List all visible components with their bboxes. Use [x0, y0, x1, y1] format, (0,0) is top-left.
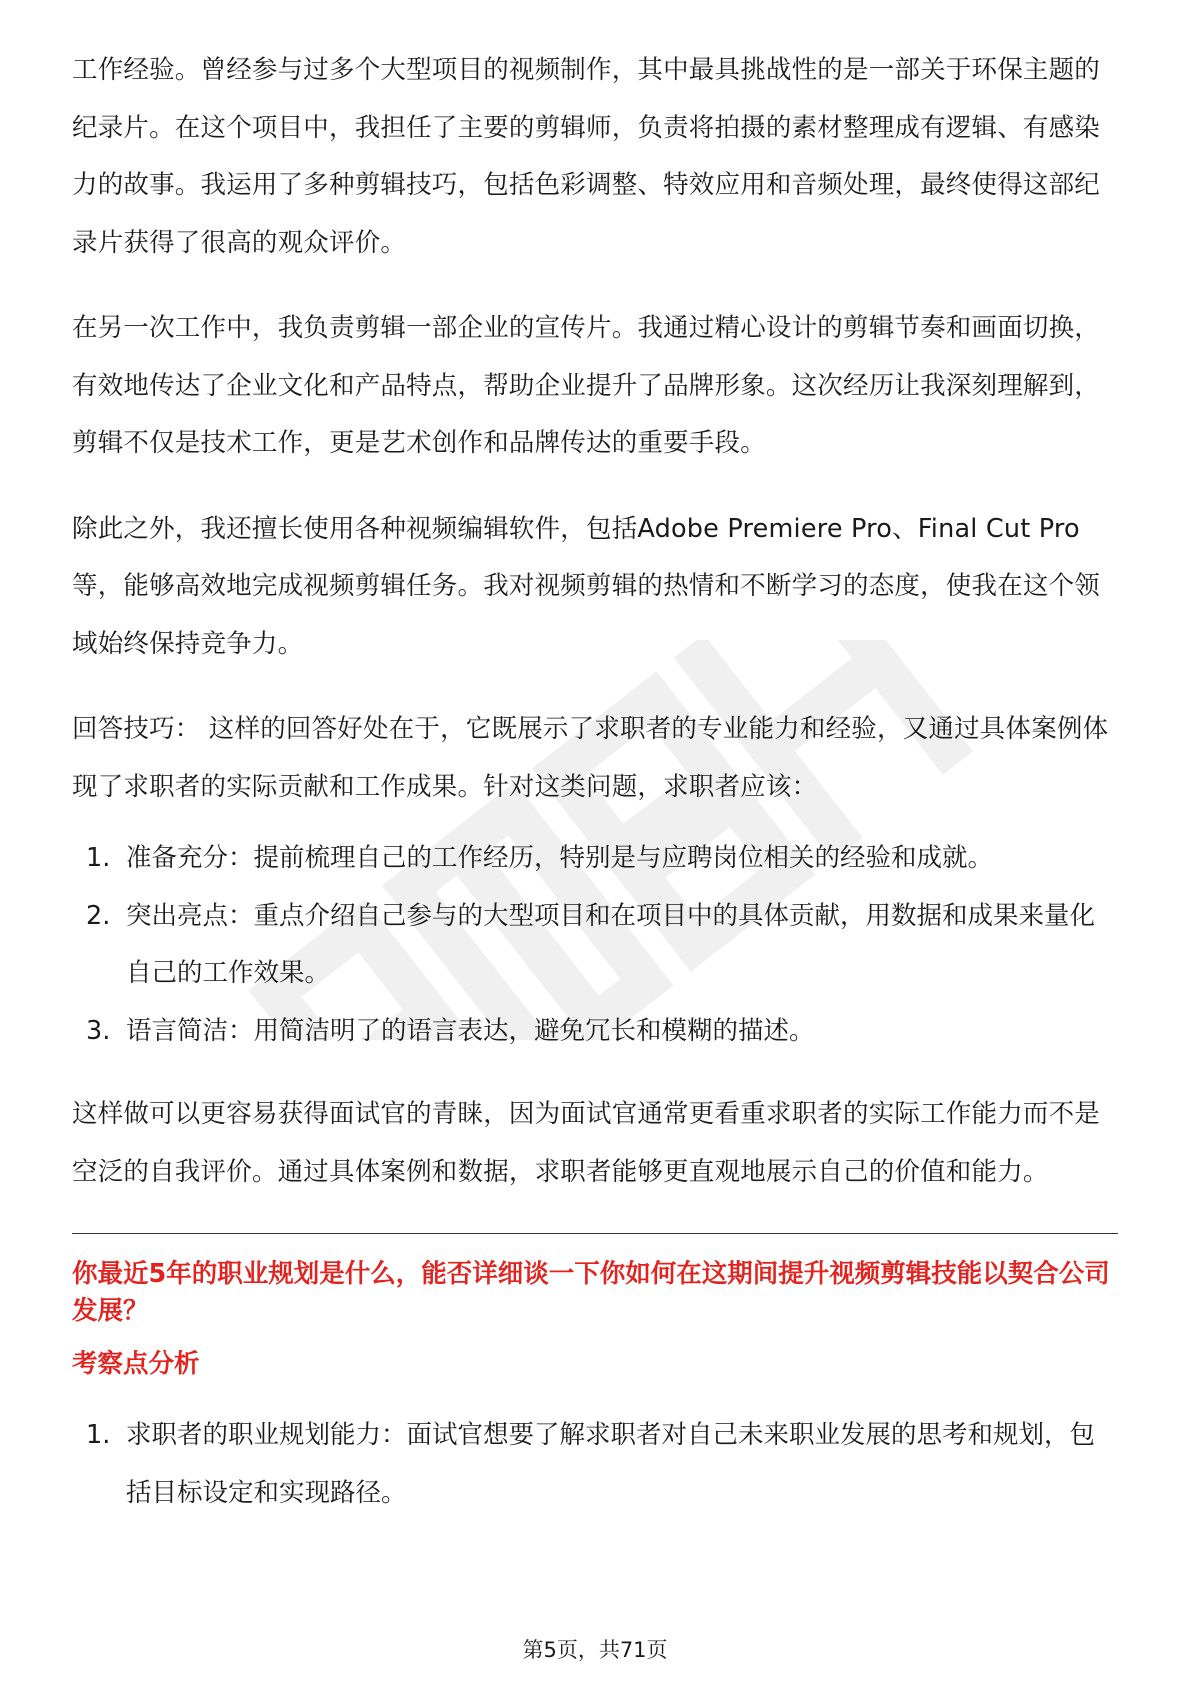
- list-number: 1.: [86, 843, 111, 873]
- list-item-text: 语言简洁：用简洁明了的语言表达，避免冗长和模糊的描述。: [126, 1015, 815, 1046]
- list-item: [72, 830, 1118, 888]
- list-number: 2.: [86, 900, 111, 931]
- list-item: [72, 1407, 1118, 1522]
- paragraph-software-skills: 除此之外，我还擅长使用各种视频编辑软件，包括Adobe Premiere Pro、Final Cut Pro等，能够高效地完成视频剪辑任务。我对视频剪辑的热情和不断学习的态度，使我在这个领域始终保持竞争力。: [72, 513, 1101, 659]
- analysis-heading: 考察点分析: [72, 1349, 200, 1379]
- paragraph-closing: 这样做可以更容易获得面试官的青睐，因为面试官通常更看重求职者的实际工作能力而不是空泛的自我评价。通过具体案例和数据，求职者能够更直观地展示自己的价值和能力。: [72, 1099, 1101, 1187]
- list-item-text: 准备充分：提前梳理自己的工作经历，特别是与应聘岗位相关的经验和成就。: [126, 843, 994, 873]
- page-footer: 第5页，共71页: [522, 1638, 668, 1662]
- list-item-text: 求职者的职业规划能力：面试官想要了解求职者对自己未来职业发展的思考和规划，包括目标设定和实现路径。: [126, 1420, 1096, 1508]
- interview-question: 你最近5年的职业规划是什么，能否详细谈一下你如何在这期间提升视频剪辑技能以契合公司发展？: [72, 1259, 1110, 1326]
- list-item-text: 突出亮点：重点介绍自己参与的大型项目和在项目中的具体贡献，用数据和成果来量化自己的工作效果。: [126, 900, 1096, 988]
- list-item: [72, 1003, 1118, 1061]
- analysis-list: [72, 1407, 1118, 1522]
- tips-list: [72, 830, 1118, 1060]
- paragraph-answer-tips: 回答技巧： 这样的回答好处在于，它既展示了求职者的专业能力和经验，又通过具体案例体现了求职者的实际贡献和工作成果。针对这类问题，求职者应该：: [72, 714, 1109, 802]
- list-item: [72, 888, 1118, 1003]
- section-divider: [72, 1233, 1118, 1234]
- list-number: 3.: [86, 1015, 111, 1046]
- paragraph-documentary-experience: 工作经验。曾经参与过多个大型项目的视频制作，其中最具挑战性的是一部关于环保主题的纪录片。在这个项目中，我担任了主要的剪辑师，负责将拍摄的素材整理成有逻辑、有感染力的故事。我运用了多种剪辑技巧，包括色彩调整、特效应用和音频处理，最终使得这部纪录片获得了很高的观众评价。: [72, 55, 1101, 258]
- main-content: [72, 42, 1118, 1548]
- list-number: 1.: [86, 1420, 111, 1450]
- paragraph-corporate-promo: 在另一次工作中，我负责剪辑一部企业的宣传片。我通过精心设计的剪辑节奏和画面切换，有效地传达了企业文化和产品特点，帮助企业提升了品牌形象。这次经历让我深刻理解到，剪辑不仅是技术工作，更是艺术创作和品牌传达的重要手段。: [72, 313, 1101, 458]
